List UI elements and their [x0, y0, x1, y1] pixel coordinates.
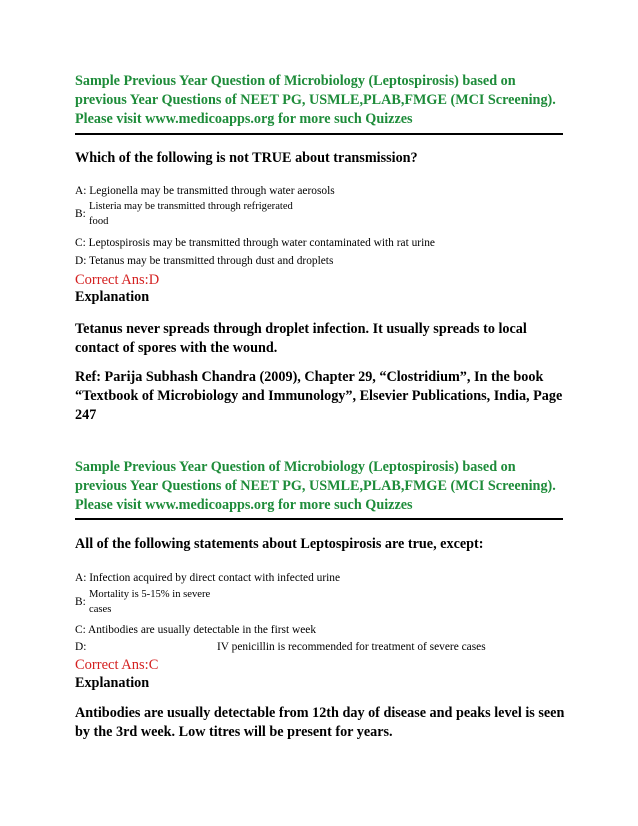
header-line: Sample Previous Year Question of Microbiology (Leptospirosis) based on — [75, 459, 516, 475]
quiz-header-1 — [75, 72, 556, 129]
quiz-header-2 — [75, 458, 556, 515]
divider-rule — [75, 518, 563, 520]
explanation-text-1: Tetanus never spreads through droplet infection. It usually spreads to local contact of spores with the wound. — [75, 321, 527, 356]
header-line: previous Year Questions of NEET PG, USMLE,PLAB,FMGE (MCI Screening). — [75, 478, 556, 494]
correct-answer-2: Correct Ans:C — [75, 657, 159, 673]
header-line: Please visit www.medicoapps.org for more such Quizzes — [75, 111, 413, 127]
header-line: Please visit www.medicoapps.org for more such Quizzes — [75, 497, 413, 513]
option-d: D: Tetanus may be transmitted through dust and droplets — [75, 255, 334, 267]
question-2: All of the following statements about Leptospirosis are true, except: — [75, 536, 484, 552]
header-line: previous Year Questions of NEET PG, USMLE,PLAB,FMGE (MCI Screening). — [75, 92, 556, 108]
option-b-text — [89, 587, 210, 617]
explanation-title-2: Explanation — [75, 675, 150, 691]
reference-text-1: Ref: Parija Subhash Chandra (2009), Chapter 29, “Clostridium”, In the book “Textbook of Microbiology and Immunology”, Elsevier Publications, India, Page 247 — [75, 369, 563, 423]
option-b-label: B: — [75, 596, 86, 608]
explanation-text-2: Antibodies are usually detectable from 12th day of disease and peaks level is seen by the 3rd week. Low titres will be present for years. — [75, 705, 565, 740]
option-a: A: Legionella may be transmitted through water aerosols — [75, 185, 335, 197]
option-c: C: Antibodies are usually detectable in the first week — [75, 624, 317, 636]
header-line: Sample Previous Year Question of Microbiology (Leptospirosis) based on — [75, 73, 516, 89]
option-b-line: Mortality is 5-15% in severe — [89, 589, 211, 600]
correct-answer-1: Correct Ans:D — [75, 272, 160, 288]
option-c: C: Leptospirosis may be transmitted through water contaminated with rat urine — [75, 237, 435, 249]
divider-rule — [75, 133, 563, 135]
option-b-text — [89, 199, 293, 229]
option-b-line: Listeria may be transmitted through refrigerated — [89, 201, 293, 212]
option-b-label: B: — [75, 208, 86, 220]
explanation-title-1: Explanation — [75, 289, 150, 305]
option-a: A: Infection acquired by direct contact with infected urine — [75, 572, 341, 584]
option-d-label: D: — [75, 641, 87, 653]
option-d-text: IV penicillin is recommended for treatment of severe cases — [217, 641, 486, 653]
option-b-line: cases — [89, 604, 112, 615]
option-b-line: food — [89, 216, 109, 227]
question-1: Which of the following is not TRUE about transmission? — [75, 150, 418, 166]
